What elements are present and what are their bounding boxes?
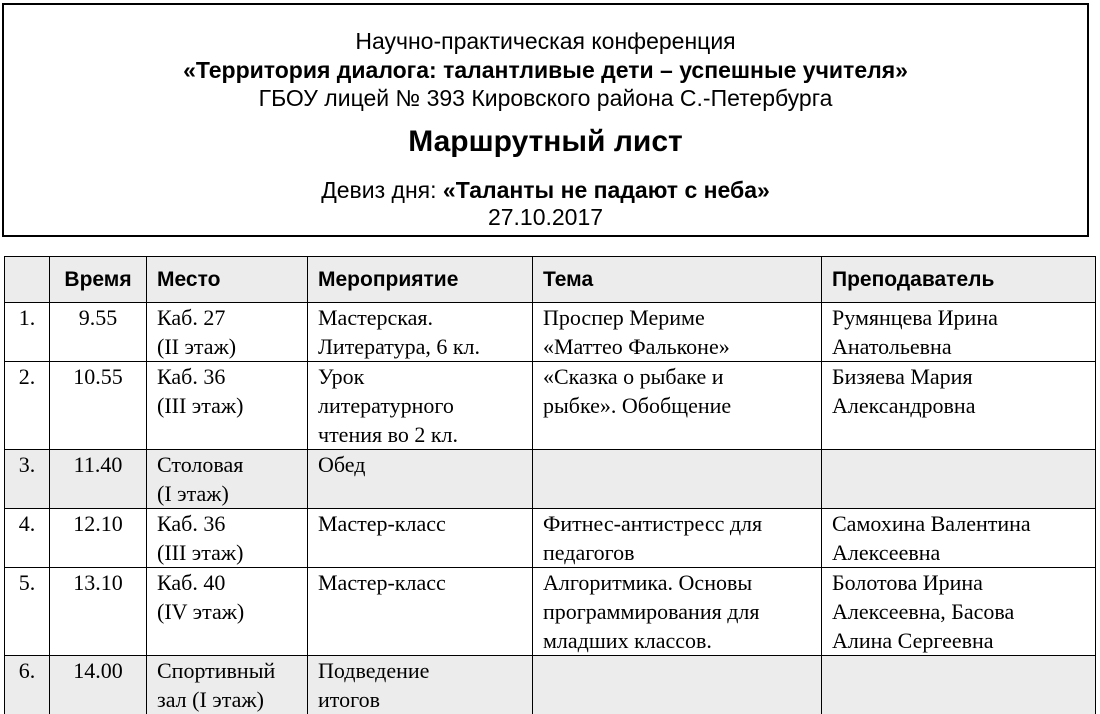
row-event: Подведение итогов	[308, 656, 533, 714]
row-place: Каб. 36 (III этаж)	[147, 362, 308, 450]
row-teacher: Болотова Ирина Алексеевна, Басова Алина Сергеевна	[822, 568, 1096, 656]
row-number: 4.	[5, 509, 50, 568]
date: 27.10.2017	[487, 204, 604, 230]
header-box	[2, 3, 1089, 237]
row-topic	[533, 656, 822, 714]
row-topic: Фитнес-антистресс для педагогов	[533, 509, 822, 568]
row-place: Столовая (I этаж)	[147, 450, 308, 509]
table-row	[5, 568, 1096, 656]
conference-title: «Территория диалога: талантливые дети – успешные учителя»	[183, 57, 908, 83]
row-time: 11.40	[50, 450, 147, 509]
row-time: 9.55	[50, 303, 147, 362]
row-topic: Алгоритмика. Основы программирования для младших классов.	[533, 568, 822, 656]
row-event: Мастер-класс	[308, 568, 533, 656]
row-teacher: Бизяева Мария Александровна	[822, 362, 1096, 450]
motto-label: Девиз дня:	[321, 177, 443, 203]
schedule-table	[4, 256, 1096, 714]
row-number: 5.	[5, 568, 50, 656]
row-teacher	[822, 656, 1096, 714]
row-teacher	[822, 450, 1096, 509]
col-header-teacher: Преподаватель	[822, 257, 1096, 303]
table-row	[5, 509, 1096, 568]
row-number: 6.	[5, 656, 50, 714]
motto-text: «Таланты не падают с неба»	[442, 177, 770, 203]
col-header-event: Мероприятие	[308, 257, 533, 303]
table-row	[5, 362, 1096, 450]
row-time: 13.10	[50, 568, 147, 656]
table-row	[5, 656, 1096, 714]
row-topic: «Сказка о рыбаке и рыбке». Обобщение	[533, 362, 822, 450]
row-event: Урок литературного чтения во 2 кл.	[308, 362, 533, 450]
col-header-number	[5, 257, 50, 303]
conference-type: Научно-практическая конференция	[355, 28, 736, 54]
row-number: 3.	[5, 450, 50, 509]
row-time: 14.00	[50, 656, 147, 714]
row-place: Каб. 40 (IV этаж)	[147, 568, 308, 656]
row-teacher: Самохина Валентина Алексеевна	[822, 509, 1096, 568]
col-header-time: Время	[50, 257, 147, 303]
col-header-topic: Тема	[533, 257, 822, 303]
row-number: 2.	[5, 362, 50, 450]
row-number: 1.	[5, 303, 50, 362]
row-topic	[533, 450, 822, 509]
document-title: Маршрутный лист	[408, 125, 683, 158]
row-teacher: Румянцева Ирина Анатольевна	[822, 303, 1096, 362]
motto	[4, 177, 1087, 204]
row-topic: Проспер Мериме «Маттео Фальконе»	[533, 303, 822, 362]
row-event: Мастер-класс	[308, 509, 533, 568]
row-place: Спортивный зал (I этаж)	[147, 656, 308, 714]
table-row	[5, 303, 1096, 362]
school-name: ГБОУ лицей № 393 Кировского района С.-Петербурга	[258, 85, 833, 111]
table-row	[5, 450, 1096, 509]
row-place: Каб. 27 (II этаж)	[147, 303, 308, 362]
table-header-row	[5, 257, 1096, 303]
row-place: Каб. 36 (III этаж)	[147, 509, 308, 568]
row-time: 12.10	[50, 509, 147, 568]
row-time: 10.55	[50, 362, 147, 450]
row-event: Мастерская. Литература, 6 кл.	[308, 303, 533, 362]
col-header-place: Место	[147, 257, 308, 303]
row-event: Обед	[308, 450, 533, 509]
